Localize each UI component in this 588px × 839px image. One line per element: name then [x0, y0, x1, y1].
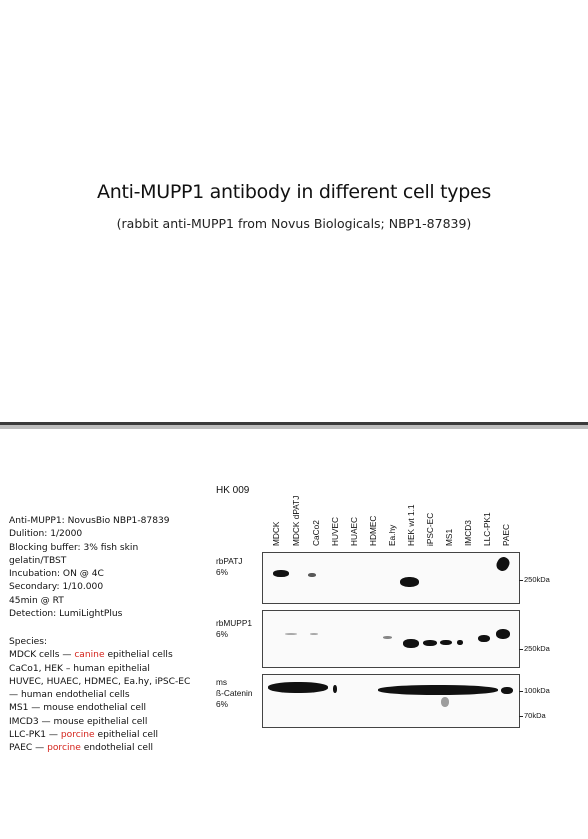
band: [268, 682, 328, 693]
band: [378, 685, 498, 695]
protocol-line: 45min @ RT: [9, 595, 64, 606]
species-heading: Species:: [9, 637, 48, 647]
protocol-line: Detection: LumiLightPlus: [9, 609, 123, 620]
species-line: — human endothelial cells: [9, 690, 130, 701]
protocol-line: Secondary: 1/10.000: [9, 582, 104, 593]
protocol-line: Anti-MUPP1: NovusBio NBP1-87839: [9, 516, 170, 526]
marker-70kda: 70kDa: [519, 711, 546, 720]
lane-label: MS1: [444, 528, 454, 546]
band: [457, 640, 463, 645]
protocol-line: gelatin/TBST: [9, 555, 67, 566]
protocol-line: Incubation: ON @ 4C: [9, 569, 104, 580]
lane-label: PAEC: [501, 524, 511, 546]
band: [403, 639, 419, 648]
species-line: IMCD3 — mouse epithelial cell: [9, 716, 148, 727]
species-line: PAEC — porcine endothelial cell: [9, 743, 154, 754]
band: [423, 640, 437, 646]
band: [478, 635, 490, 642]
lane-label: HUAEC: [349, 516, 359, 546]
band: [333, 685, 337, 693]
marker-250kda: 250kDa: [519, 575, 550, 584]
blot-panel-patj: [262, 552, 520, 604]
species-line: MDCK cells — canine epithelial cells: [9, 650, 173, 661]
lane-label: MDCK: [271, 521, 281, 546]
lane-label: iPSC-EC: [425, 512, 435, 546]
slide-divider-shadow: [0, 425, 588, 429]
lane-label: IMCD3: [463, 520, 473, 546]
species-line: HUVEC, HUAEC, HDMEC, Ea.hy, iPSC-EC: [9, 676, 191, 687]
marker-250kda: 250kDa: [519, 644, 550, 653]
species-line: MS1 — mouse endothelial cell: [9, 703, 146, 714]
band: [285, 633, 297, 635]
antibody-label-patj: rbPATJ 6%: [216, 556, 243, 577]
band: [310, 633, 318, 635]
antibody-label-b-catenin: ms ß-Catenin 6%: [216, 677, 253, 709]
band: [400, 577, 419, 587]
lane-label: CaCo2: [311, 520, 321, 546]
lane-label: HEK wt 1.1: [406, 504, 416, 546]
lane-label: HUVEC: [330, 516, 340, 546]
band: [494, 555, 511, 573]
band: [441, 697, 449, 707]
blot-panel-mupp1: [262, 610, 520, 668]
antibody-label-mupp1: rbMUPP1 6%: [216, 618, 252, 639]
band: [440, 640, 452, 645]
lane-label: LLC-PK1: [482, 512, 492, 546]
band: [383, 636, 392, 639]
blot-panel-b-catenin: [262, 674, 520, 728]
lane-label: HDMEC: [368, 515, 378, 546]
band: [273, 570, 289, 577]
page-subtitle: (rabbit anti-MUPP1 from Novus Biologicals; NBP1-87839): [116, 216, 472, 231]
species-legend: [9, 636, 190, 756]
lane-label: MDCK dPATJ: [291, 495, 301, 546]
band: [501, 687, 513, 694]
marker-100kda: 100kDa: [519, 686, 550, 695]
band: [308, 573, 316, 577]
page-title: Anti-MUPP1 antibody in different cell types: [97, 181, 491, 203]
lane-label: Ea.hy: [387, 524, 397, 546]
protocol-line: Dulition: 1/2000: [9, 529, 83, 540]
species-line: LLC-PK1 — porcine epithelial cell: [9, 730, 159, 741]
species-line: CaCo1, HEK – human epithelial: [9, 663, 150, 674]
protocol-line: Blocking buffer: 3% fish skin: [9, 542, 139, 553]
protocol-details: [9, 515, 209, 621]
sample-id: HK 009: [216, 485, 250, 496]
band: [496, 629, 510, 639]
